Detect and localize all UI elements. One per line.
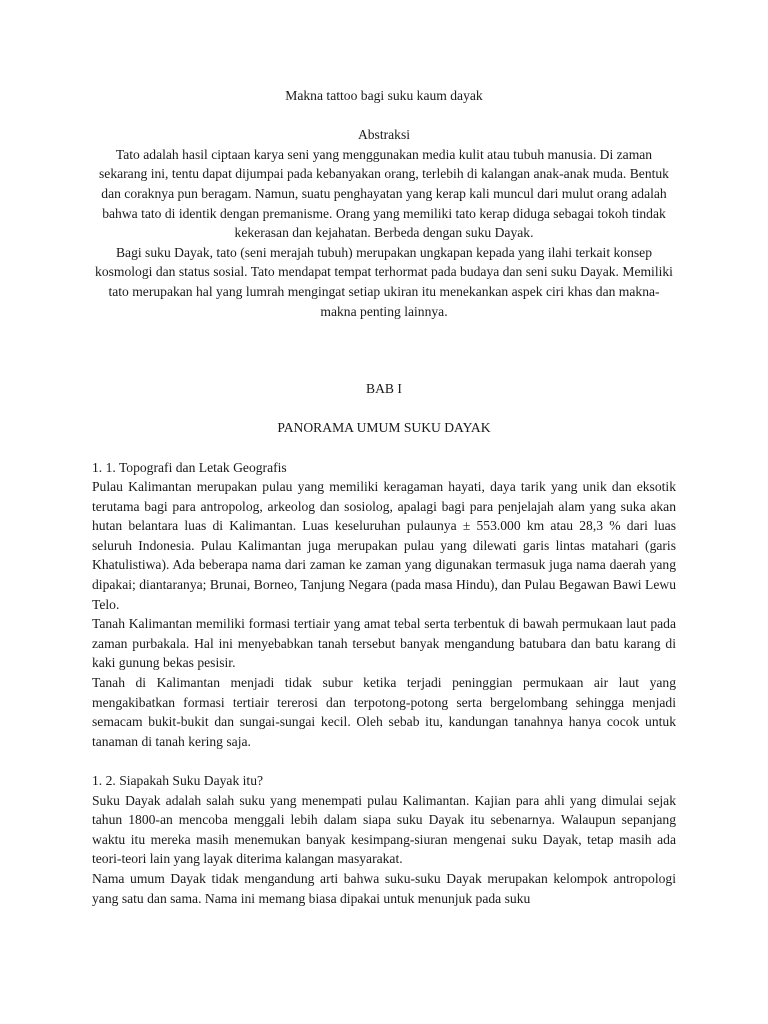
section-topografi bbox=[92, 458, 676, 752]
abstract-heading: Abstraksi bbox=[357, 127, 411, 143]
section-paragraph: Tanah di Kalimantan menjadi tidak subur ketika terjadi peninggian permukaan air laut yang mengakibatkan formasi tertiair tererosi dan terpotong-potong serta bergelombang sehingga menjadi semacam bukit-bukit dan sungai-sungai kecil. Oleh sebab itu, kandungan tanahnya hanya cocok untuk tanaman di tanah kering saja. bbox=[92, 675, 676, 749]
section-heading: 1. 1. Topografi dan Letak Geografis bbox=[92, 459, 287, 475]
section-paragraph: Suku Dayak adalah salah suku yang menempati pulau Kalimantan. Kajian para ahli yang dimulai sejak tahun 1800-an mencoba menggali lebih dalam siapa suku Dayak itu sebenarnya. Walaupun sepanjang waktu itu mereka masih menemukan banyak kesimpang-siuran mengenai suku Dayak, tetap masih ada teori-teori lain yang layak diterima kalangan masyarakat. bbox=[92, 792, 676, 867]
section-paragraph: Nama umum Dayak tidak mengandung arti bahwa suku-suku Dayak merupakan kelompok antropologi yang satu dan sama. Nama ini memang biasa dipakai untuk menunjuk pada suku bbox=[92, 870, 676, 906]
section-heading: 1. 2. Siapakah Suku Dayak itu? bbox=[92, 773, 264, 788]
section-paragraph: Tanah Kalimantan memiliki formasi tertiair yang amat tebal serta terbentuk di bawah permukaan laut pada zaman purbakala. Hal ini menyebabkan tanah tersebut banyak mengandung batubara dan batu karang di kaki gunung bekas pesisir. bbox=[92, 616, 676, 671]
abstract-paragraph: Bagi suku Dayak, tato (seni merajah tubuh) merupakan ungkapan kepada yang ilahi terkait konsep kosmologi dan status sosial. Tato mendapat tempat terhormat pada budaya dan seni suku Dayak. Memiliki tato merupakan hal yang lumrah mengingat setiap ukiran itu menekankan aspek ciri khas dan makna-makna penting lainnya. bbox=[95, 244, 673, 319]
section-siapakah-dayak bbox=[92, 771, 676, 908]
document-page bbox=[92, 86, 676, 908]
spacer bbox=[92, 321, 676, 379]
abstract-section bbox=[92, 125, 676, 321]
section-paragraph: Pulau Kalimantan merupakan pulau yang memiliki keragaman hayati, daya tarik yang unik dan eksotik terutama bagi para antropolog, arkeolog dan sosiolog, apalagi bagi para penjelajah alam yang suka akan hutan belantara luas di Kalimantan. Luas keseluruhan pulaunya ± 553.000 km atau 28,3 % dari luas seluruh Indonesia. Pulau Kalimantan juga merupakan pulau yang dilewati garis lintas matahari (garis Khatulistiwa). Ada beberapa nama dari zaman ke zaman yang digunakan termasuk juga nama daerah yang dipakai; diantaranya; Brunai, Borneo, Tanjung Negara (pada masa Hindu), dan Pulau Begawan Bawi Lewu Telo. bbox=[92, 479, 676, 612]
chapter-label: BAB I bbox=[366, 381, 402, 397]
document-title: Makna tattoo bagi suku kaum dayak bbox=[285, 88, 483, 103]
chapter-title: PANORAMA UMUM SUKU DAYAK bbox=[277, 420, 491, 436]
abstract-paragraph: Tato adalah hasil ciptaan karya seni yang menggunakan media kulit atau tubuh manusia. Di zaman sekarang ini, tentu dapat dijumpai pada kebanyakan orang, terlebih di kalangan anak-anak muda. Bentuk dan coraknya pun beragam. Namun, suatu penghayatan yang kerap kali muncul dari mulut orang adalah bahwa tato di identik dengan premanisme. Orang yang memiliki tato kerap diduga sebagai tokoh tindak kekerasan dan kejahatan. Berbeda dengan suku Dayak. bbox=[99, 146, 669, 241]
